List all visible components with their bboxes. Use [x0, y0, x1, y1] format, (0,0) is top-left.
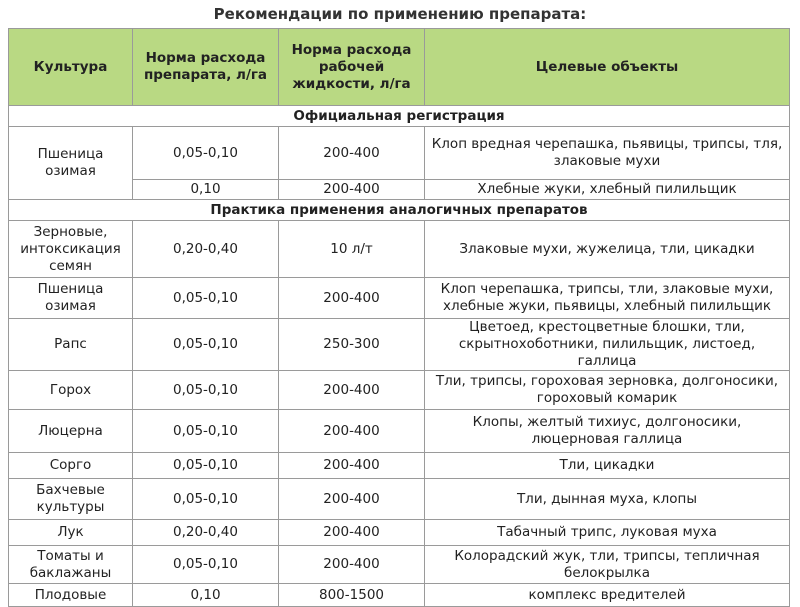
cell-targets: Цветоед, крестоцветные блошки, тли, скрытнохоботники, пилильщик, листоед, галлица: [425, 319, 790, 371]
cell-targets: Клопы, желтый тихиус, долгоносики, люцерновая галлица: [425, 410, 790, 453]
header-targets: Целевые объекты: [425, 29, 790, 106]
cell-targets: Хлебные жуки, хлебный пилильщик: [425, 180, 790, 200]
header-rate: Норма расхода препарата, л/га: [133, 29, 279, 106]
cell-targets: Тли, цикадки: [425, 453, 790, 479]
section-practice: Практика применения аналогичных препаратов: [9, 200, 790, 221]
cell-rate: 0,05-0,10: [133, 453, 279, 479]
cell-fluid: 200-400: [279, 520, 425, 546]
cell-rate: 0,10: [133, 584, 279, 607]
cell-rate: 0,05-0,10: [133, 127, 279, 180]
cell-crop: Томаты и баклажаны: [9, 546, 133, 584]
cell-crop: Пшеница озимая: [9, 127, 133, 200]
table-row: [9, 127, 790, 180]
recommendations-table: [8, 28, 790, 607]
cell-rate: 0,20-0,40: [133, 221, 279, 278]
table-row: [9, 584, 790, 607]
cell-fluid: 10 л/т: [279, 221, 425, 278]
table-row: [9, 546, 790, 584]
table-row: [9, 453, 790, 479]
table-row: [9, 221, 790, 278]
cell-crop: Рапс: [9, 319, 133, 371]
cell-targets: комплекс вредителей: [425, 584, 790, 607]
cell-targets: Клоп вредная черепашка, пьявицы, трипсы, тля, злаковые мухи: [425, 127, 790, 180]
cell-targets: Клоп черепашка, трипсы, тли, злаковые мухи, хлебные жуки, пьявицы, хлебный пилильщик: [425, 278, 790, 319]
cell-fluid: 200-400: [279, 278, 425, 319]
cell-crop: Зерновые, интоксикация семян: [9, 221, 133, 278]
section-row: [9, 106, 790, 127]
cell-crop: Лук: [9, 520, 133, 546]
cell-targets: Табачный трипс, луковая муха: [425, 520, 790, 546]
cell-rate: 0,05-0,10: [133, 319, 279, 371]
table-row: [9, 410, 790, 453]
cell-fluid: 250-300: [279, 319, 425, 371]
cell-fluid: 200-400: [279, 180, 425, 200]
cell-rate: 0,20-0,40: [133, 520, 279, 546]
cell-fluid: 200-400: [279, 453, 425, 479]
cell-targets: Злаковые мухи, жужелица, тли, цикадки: [425, 221, 790, 278]
cell-fluid: 200-400: [279, 371, 425, 410]
cell-fluid: 200-400: [279, 546, 425, 584]
cell-targets: Тли, трипсы, гороховая зерновка, долгоносики, гороховый комарик: [425, 371, 790, 410]
cell-crop: Плодовые: [9, 584, 133, 607]
header-row: [9, 29, 790, 106]
cell-crop: Бахчевые культуры: [9, 479, 133, 520]
table-row: [9, 479, 790, 520]
cell-rate: 0,05-0,10: [133, 479, 279, 520]
cell-rate: 0,05-0,10: [133, 410, 279, 453]
cell-crop: Люцерна: [9, 410, 133, 453]
cell-crop: Горох: [9, 371, 133, 410]
cell-rate: 0,05-0,10: [133, 371, 279, 410]
table-row: [9, 319, 790, 371]
cell-targets: Колорадский жук, тли, трипсы, тепличная белокрылка: [425, 546, 790, 584]
header-fluid: Норма расхода рабочей жидкости, л/га: [279, 29, 425, 106]
table-row: [9, 371, 790, 410]
cell-fluid: 200-400: [279, 410, 425, 453]
header-crop: Культура: [9, 29, 133, 106]
cell-rate: 0,10: [133, 180, 279, 200]
cell-targets: Тли, дынная муха, клопы: [425, 479, 790, 520]
cell-fluid: 200-400: [279, 127, 425, 180]
section-official: Официальная регистрация: [9, 106, 790, 127]
page-title: Рекомендации по применению препарата:: [213, 5, 587, 23]
cell-crop: Пшеница озимая: [9, 278, 133, 319]
cell-rate: 0,05-0,10: [133, 278, 279, 319]
cell-rate: 0,05-0,10: [133, 546, 279, 584]
cell-crop: Сорго: [9, 453, 133, 479]
cell-fluid: 800-1500: [279, 584, 425, 607]
table-row: [9, 520, 790, 546]
cell-fluid: 200-400: [279, 479, 425, 520]
table-row: [9, 278, 790, 319]
section-row: [9, 200, 790, 221]
